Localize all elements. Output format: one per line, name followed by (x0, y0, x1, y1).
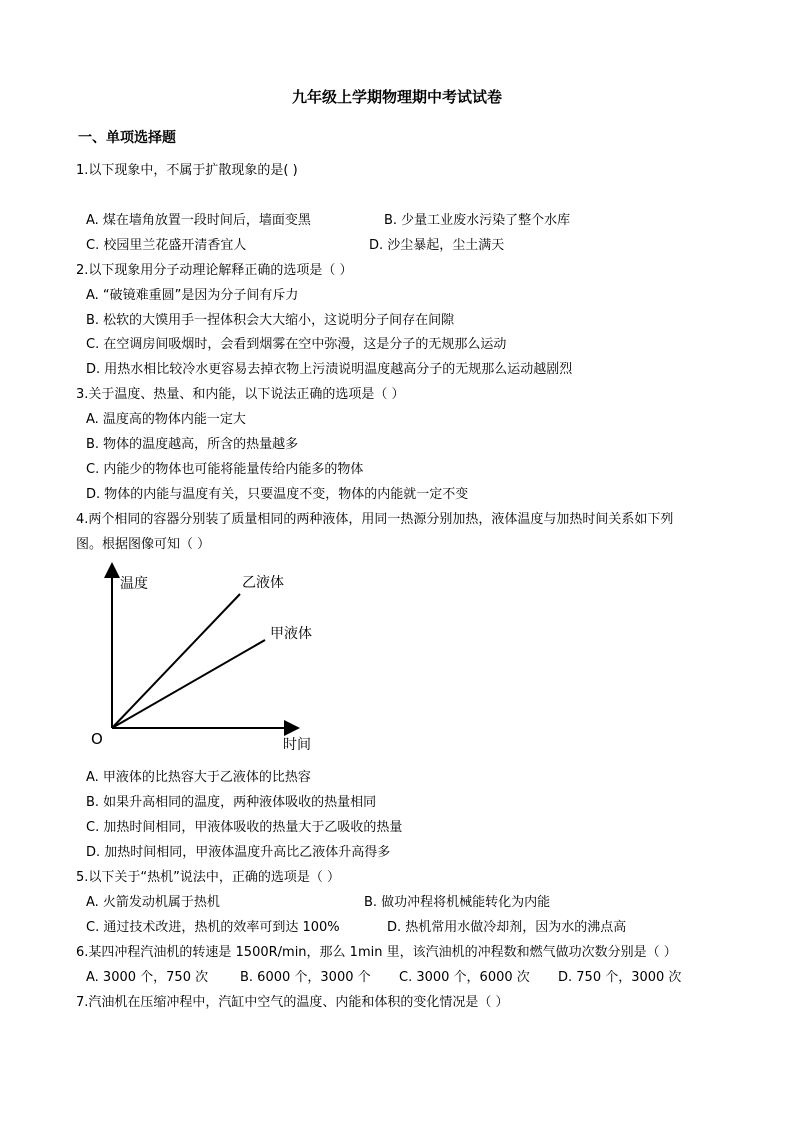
question-2-stem: 2.以下现象用分子动理论解释正确的选项是（ ） (76, 263, 353, 278)
question-6-stem: 6.某四冲程汽油机的转速是 1500R/min，那么 1min 里，该汽油机的冲程数和燃气做功次数分别是（ ） (76, 945, 677, 960)
question-3-option-b: B. 物体的温度越高，所含的热量越多 (86, 437, 299, 452)
question-4-stem-line-1: 4.两个相同的容器分别装了质量相同的两种液体，用同一热源分别加热，液体温度与加热时间关系如下列 (76, 512, 674, 527)
origin-label: O (91, 730, 103, 748)
line-jia-label: 甲液体 (270, 626, 312, 642)
y-axis-label: 温度 (120, 576, 148, 592)
question-4-option-a: A. 甲液体的比热容大于乙液体的比热容 (86, 770, 311, 785)
question-5-option-c: C. 通过技术改进，热机的效率可到达 100% (86, 920, 340, 935)
question-2-option-d: D. 用热水相比较冷水更容易去掉衣物上污渍说明温度越高分子的无规那么运动越剧烈 (86, 362, 573, 377)
question-3-option-a: A. 温度高的物体内能一定大 (86, 412, 246, 427)
temperature-time-graph (80, 560, 340, 760)
question-5-option-b: B. 做功冲程将机械能转化为内能 (364, 895, 551, 910)
question-2-option-b: B. 松软的大馍用手一捏体积会大大缩小，这说明分子间存在间隙 (86, 313, 455, 328)
question-5-stem: 5.以下关于“热机”说法中，正确的选项是（ ） (76, 870, 341, 885)
question-3-option-d: D. 物体的内能与温度有关，只要温度不变，物体的内能就一定不变 (86, 487, 469, 502)
question-6-option-a: A. 3000 个，750 次 (86, 970, 209, 985)
question-4-option-c: C. 加热时间相同，甲液体吸收的热量大于乙吸收的热量 (86, 820, 403, 835)
question-3-option-c: C. 内能少的物体也可能将能量传给内能多的物体 (86, 462, 364, 477)
line-yi-label: 乙液体 (242, 575, 284, 591)
question-1-stem: 1.以下现象中，不属于扩散现象的是( ) (76, 163, 298, 178)
question-1-option-a: A. 煤在墙角放置一段时间后，墙面变黑 (86, 213, 311, 228)
line-yi-liquid (112, 594, 240, 728)
page-title: 九年级上学期物理期中考试试卷 (291, 88, 502, 106)
question-4-option-d: D. 加热时间相同，甲液体温度升高比乙液体升高得多 (86, 845, 391, 860)
question-1-option-c: C. 校园里兰花盛开清香宜人 (86, 238, 247, 253)
question-3-stem: 3.关于温度、热量、和内能，以下说法正确的选项是（ ） (76, 387, 405, 402)
question-4-option-b: B. 如果升高相同的温度，两种液体吸收的热量相同 (86, 795, 377, 810)
question-4-stem-line-2: 图。根据图像可知（ ） (76, 537, 211, 552)
section-heading: 一、单项选择题 (78, 130, 176, 146)
question-2-option-a: A. “破镜难重圆”是因为分子间有斥力 (86, 288, 299, 303)
question-2-option-c: C. 在空调房间吸烟时，会看到烟雾在空中弥漫，这是分子的无规那么运动 (86, 337, 507, 352)
question-1-option-b: B. 少量工业废水污染了整个水库 (384, 213, 571, 228)
line-jia-liquid (112, 640, 265, 728)
question-6-option-c: C. 3000 个，6000 次 (399, 970, 530, 985)
question-6-option-b: B. 6000 个，3000 个 (240, 970, 371, 985)
question-5-option-d: D. 热机常用水做冷却剂，因为水的沸点高 (387, 920, 627, 935)
question-5-option-a: A. 火箭发动机属于热机 (86, 895, 220, 910)
question-6-option-d: D. 750 个，3000 次 (558, 970, 682, 985)
x-axis-label: 时间 (283, 737, 311, 753)
question-1-option-d: D. 沙尘暴起，尘土满天 (369, 238, 505, 253)
question-7-stem: 7.汽油机在压缩冲程中，汽缸中空气的温度、内能和体积的变化情况是（ ） (76, 995, 509, 1010)
